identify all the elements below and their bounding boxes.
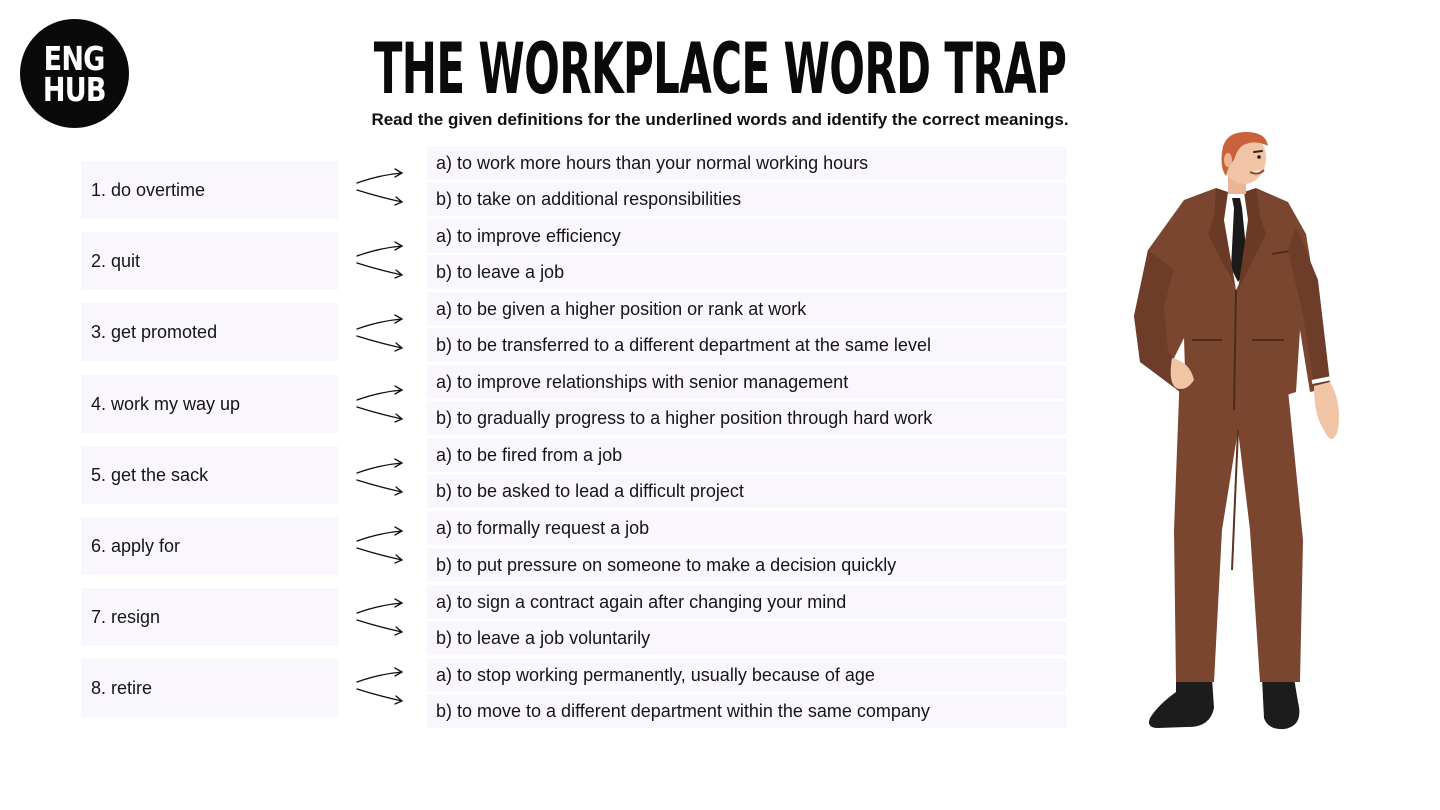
term-box-2: 2. quit [81,232,338,290]
option-b-2[interactable]: b) to leave a job [427,255,1067,289]
option-a-7[interactable]: a) to sign a contract again after changing your mind [427,585,1067,619]
page-title: THE WORKPLACE WORD TRAP [373,28,1067,110]
term-box-4: 4. work my way up [81,375,338,433]
arrows-icon [355,165,405,209]
option-b-1[interactable]: b) to take on additional responsibilities [427,182,1067,216]
option-b-5[interactable]: b) to be asked to lead a difficult project [427,474,1067,508]
option-b-7[interactable]: b) to leave a job voluntarily [427,621,1067,655]
option-b-8[interactable]: b) to move to a different department within the same company [427,694,1067,728]
arrows-icon [355,238,405,282]
businessman-illustration [1128,130,1343,733]
arrows-icon [355,311,405,355]
arrows-icon [355,455,405,499]
option-a-6[interactable]: a) to formally request a job [427,511,1067,545]
term-box-3: 3. get promoted [81,303,338,361]
page-subtitle: Read the given definitions for the underlined words and identify the correct meanings. [371,110,1069,129]
arrows-icon [355,523,405,567]
logo-line-1: ENG [44,38,105,78]
option-a-4[interactable]: a) to improve relationships with senior management [427,365,1067,399]
arrows-icon [355,595,405,639]
arrows-icon [355,664,405,708]
option-b-6[interactable]: b) to put pressure on someone to make a decision quickly [427,548,1067,582]
option-b-4[interactable]: b) to gradually progress to a higher position through hard work [427,401,1067,435]
option-b-3[interactable]: b) to be transferred to a different department at the same level [427,328,1067,362]
option-a-3[interactable]: a) to be given a higher position or rank at work [427,292,1067,326]
logo-line-2: HUB [43,69,106,109]
term-box-7: 7. resign [81,588,338,646]
term-box-6: 6. apply for [81,517,338,575]
option-a-8[interactable]: a) to stop working permanently, usually because of age [427,658,1067,692]
option-a-2[interactable]: a) to improve efficiency [427,219,1067,253]
option-a-5[interactable]: a) to be fired from a job [427,438,1067,472]
option-a-1[interactable]: a) to work more hours than your normal working hours [427,146,1067,180]
term-box-1: 1. do overtime [81,161,338,219]
arrows-icon [355,382,405,426]
term-box-8: 8. retire [81,659,338,717]
term-box-5: 5. get the sack [81,446,338,504]
